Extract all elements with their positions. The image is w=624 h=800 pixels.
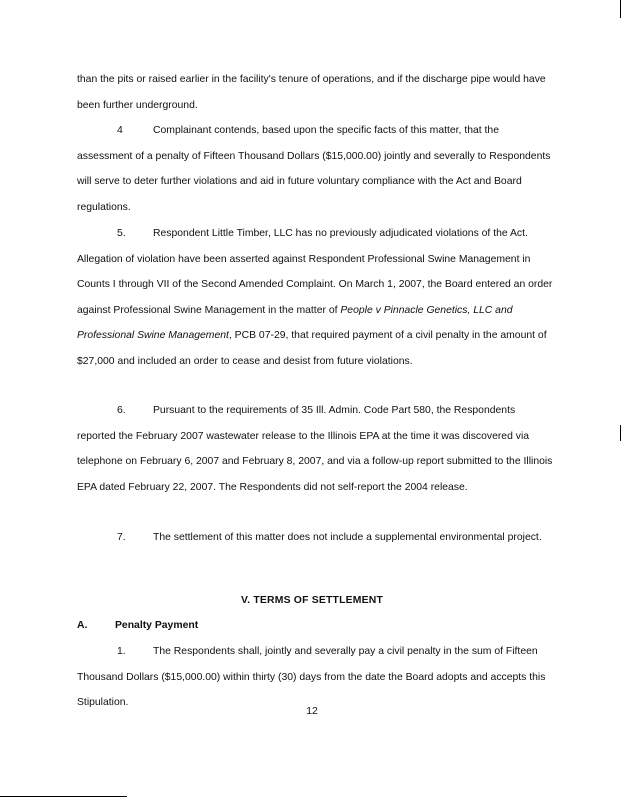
subsection-title: Penalty Payment — [115, 620, 199, 631]
right-edge-mark-top — [620, 0, 621, 18]
paragraph-5 — [77, 221, 553, 375]
paragraph-number: 4 — [117, 125, 123, 136]
paragraph-text: Complainant contends, based upon the specific facts of this matter, that the assessment of a penalty of Fifteen Thousand Dollars ($15,000.00) jointly and severally to Respondents will serve to deter further violations and aid in future voluntary compliance with the Act and Board regulations. — [77, 125, 551, 213]
paragraph-text-part2: , PCB 07-29, that required payment of a civil penalty in the amount of $27,000 and included an order to cease and desist from future violations. — [77, 330, 547, 367]
paragraph-number: 6. — [117, 405, 126, 416]
case-citation: People v Pinnacle Genetics, LLC and Professional Swine Management — [77, 304, 513, 342]
paragraph-number: 1. — [117, 646, 126, 657]
paragraph-text-part1: Respondent Little Timber, LLC has no previously adjudicated violations of the Act. Allegation of violation have been asserted against Respondent Professional Swine Management in Counts I through VII of the Second Amended Complaint. On March 1, 2007, the Board entered an order against Professional Swine Management in the matter of — [77, 228, 553, 316]
right-edge-mark-middle — [620, 425, 621, 441]
section-heading: V. TERMS OF SETTLEMENT — [241, 595, 383, 606]
paragraph-number: 5. — [117, 228, 126, 239]
paragraph-text: The Respondents shall, jointly and severally pay a civil penalty in the sum of Fifteen Thousand Dollars ($15,000.00) within thirty (30) days from the date the Board adopts and accepts this Stipulation. — [77, 646, 546, 709]
paragraph-6 — [77, 398, 553, 500]
subsection-letter: A. — [77, 620, 88, 631]
paragraph-text: Pursuant to the requirements of 35 Ill. Admin. Code Part 580, the Respondents reported the February 2007 wastewater release to the Illinois EPA at the time it was discovered via telephone on February 6, 2007 and February 8, 2007, and via a follow-up report submitted to the Illinois EPA dated February 22, 2007. The Respondents did not self-report the 2004 release. — [77, 405, 553, 493]
subsection-heading — [77, 620, 198, 631]
continuation-paragraph: than the pits or raised earlier in the facility's tenure of operations, and if the discharge pipe would have been further underground. — [77, 74, 546, 111]
page-number: 12 — [306, 706, 318, 717]
bottom-edge-line — [0, 796, 127, 797]
penalty-paragraph-1 — [77, 639, 553, 716]
paragraph-text: The settlement of this matter does not include a supplemental environmental project. — [153, 532, 542, 543]
paragraph-number: 7. — [117, 532, 126, 543]
paragraph-4 — [77, 118, 553, 220]
paragraph-7 — [77, 525, 553, 551]
